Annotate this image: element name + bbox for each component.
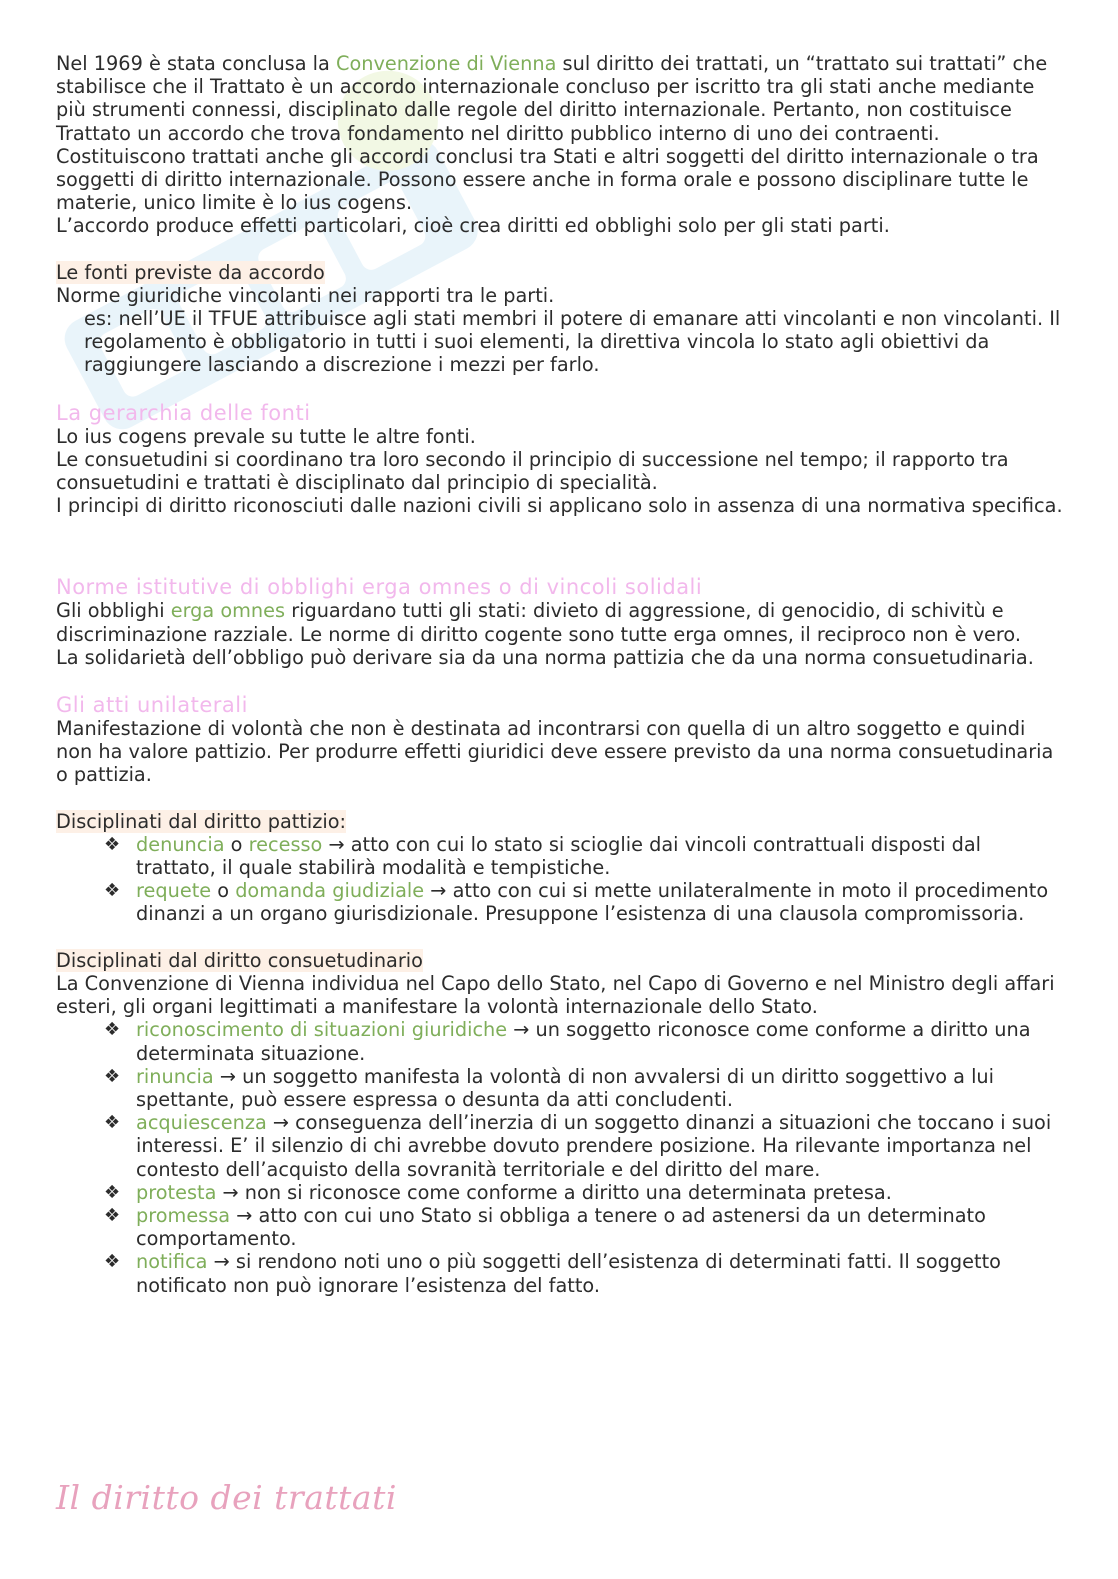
list-item: ❖ protesta → non si riconosce come conforme a diritto una determinata pretesa. <box>104 1180 892 1204</box>
list-item: ❖ denuncia o recesso → atto con cui lo stato si scioglie dai vincoli contrattuali disposti dal trattato, il quale stabilirà modalità e tempistiche. <box>104 832 981 880</box>
consuetudinario-intro: La Convenzione di Vienna individua nel Capo dello Stato, nel Capo di Governo e nel Ministro degli affari esteri, gli organi legittimati a manifestare la volontà internazionale dello Stato. <box>56 971 1055 1019</box>
diamond-bullet-icon: ❖ <box>104 880 121 902</box>
list-item: ❖ acquiescenza → conseguenza dell’inerzia di un soggetto dinanzi a situazioni che toccano i suoi interessi. E’ il silenzio di chi avrebbe dovuto prendere posizione. Ha rilevante importanza nel contesto dell’acquisto della sovranità territoriale e del diritto del mare. <box>104 1111 1052 1181</box>
erga-omnes-paragraph-1: Gli obblighi erga omnes riguardano tutti gli stati: divieto di aggressione, di genocidio, di schivitù e discriminazione razziale. Le norme di diritto cogente sono tutte erga omnes, il reciproco non è vero. <box>56 599 1021 646</box>
footer-section-title: Il diritto dei trattati <box>56 1478 397 1517</box>
gerarchia-paragraph-1: Lo ius cogens prevale su tutte le altre fonti. <box>56 424 476 448</box>
diamond-bullet-icon: ❖ <box>104 1204 121 1226</box>
diamond-bullet-icon: ❖ <box>104 1112 121 1134</box>
pattizio-list <box>56 833 1066 926</box>
term-erga-omnes: erga omnes <box>170 599 286 623</box>
section-title-atti-unilaterali: Gli atti unilaterali <box>56 693 248 718</box>
diamond-bullet-icon: ❖ <box>104 1251 121 1273</box>
document-body <box>56 52 1066 1297</box>
atti-unilaterali-paragraph: Manifestazione di volontà che non è destinata ad incontrarsi con quella di un altro soggetto e quindi non ha valore pattizio. Per produrre effetti giuridici deve essere previsto da una norma consuetudinaria o pattizia. <box>56 717 1054 787</box>
section-title-erga-omnes: Norme istitutive di obblighi erga omnes o di vincoli solidali <box>56 575 703 600</box>
intro-paragraph-3: L’accordo produce effetti particolari, cioè crea diritti ed obblighi solo per gli stati parti. <box>56 214 890 238</box>
list-item: ❖ notifica → si rendono noti uno o più soggetti dell’esistenza di determinati fatti. Il soggetto notificato non può ignorare l’esistenza del fatto. <box>104 1250 1001 1297</box>
erga-omnes-paragraph-2: La solidarietà dell’obbligo può derivare sia da una norma pattizia che da una norma consuetudinaria. <box>56 645 1034 669</box>
list-item: ❖ requete o domanda giudiziale → atto con cui si mette unilateralmente in moto il procedimento dinanzi a un organo giurisdizionale. Presuppone l’esistenza di una clausola compromissoria. <box>104 879 1049 926</box>
gerarchia-paragraph-2: Le consuetudini si coordinano tra loro secondo il principio di successione nel tempo; il rapporto tra consuetudini e trattati è disciplinato dal principio di specialità. <box>56 447 1009 495</box>
consuetudinario-heading: Disciplinati dal diritto consuetudinario <box>56 948 423 972</box>
consuetudinario-list <box>56 1018 1066 1296</box>
list-item: ❖ rinuncia → un soggetto manifesta la volontà di non avvalersi di un diritto soggettivo a lui spettante, può essere espressa o desunta da atti concludenti. <box>104 1064 995 1111</box>
fonti-accordo-line: Norme giuridiche vincolanti nei rapporti tra le parti. <box>56 283 555 307</box>
fonti-accordo-example: es: nell’UE il TFUE attribuisce agli stati membri il potere di emanare atti vincolanti e non vincolanti. Il regolamento è obbligatorio in tutti i suoi elementi, la direttiva vincola lo stato agli obiettivi da raggiungere lasciando a discrezione i mezzi per farlo. <box>84 307 1061 377</box>
list-item: ❖ promessa → atto con cui uno Stato si obbliga a tenere o ad astenersi da un determinato comportamento. <box>104 1203 986 1251</box>
term-convenzione-vienna: Convenzione di Vienna <box>335 52 557 75</box>
diamond-bullet-icon: ❖ <box>104 1065 121 1087</box>
diamond-bullet-icon: ❖ <box>104 833 121 855</box>
diamond-bullet-icon: ❖ <box>104 1181 121 1203</box>
section-title-gerarchia: La gerarchia delle fonti <box>56 400 311 425</box>
pattizio-heading: Disciplinati dal diritto pattizio: <box>56 809 347 833</box>
gerarchia-paragraph-3: I principi di diritto riconosciuti dalle nazioni civili si applicano solo in assenza di una normativa specifica. <box>56 494 1063 518</box>
diamond-bullet-icon: ❖ <box>104 1019 121 1041</box>
list-item: ❖ riconoscimento di situazioni giuridiche → un soggetto riconosce come conforme a diritto una determinata situazione. <box>104 1018 1031 1065</box>
fonti-accordo-heading: Le fonti previste da accordo <box>56 260 325 284</box>
intro-paragraph-1: Nel 1969 è stata conclusa la Convenzione di Vienna sul diritto dei trattati, un “trattato sui trattati” che stabilisce che il Trattato è un accordo internazionale concluso per iscritto tra gli stati anche mediante più strumenti connessi, disciplinato dalle regole del diritto internazionale. Pertanto, non costituisce Trattato un accordo che trova fondamento nel diritto pubblico interno di uno dei contraenti. <box>56 52 1048 145</box>
intro-paragraph-2: Costituiscono trattati anche gli accordi conclusi tra Stati e altri soggetti del diritto internazionale o tra soggetti di diritto internazionale. Possono essere anche in forma orale e possono disciplinare tutte le materie, unico limite è lo ius cogens. <box>56 144 1039 215</box>
